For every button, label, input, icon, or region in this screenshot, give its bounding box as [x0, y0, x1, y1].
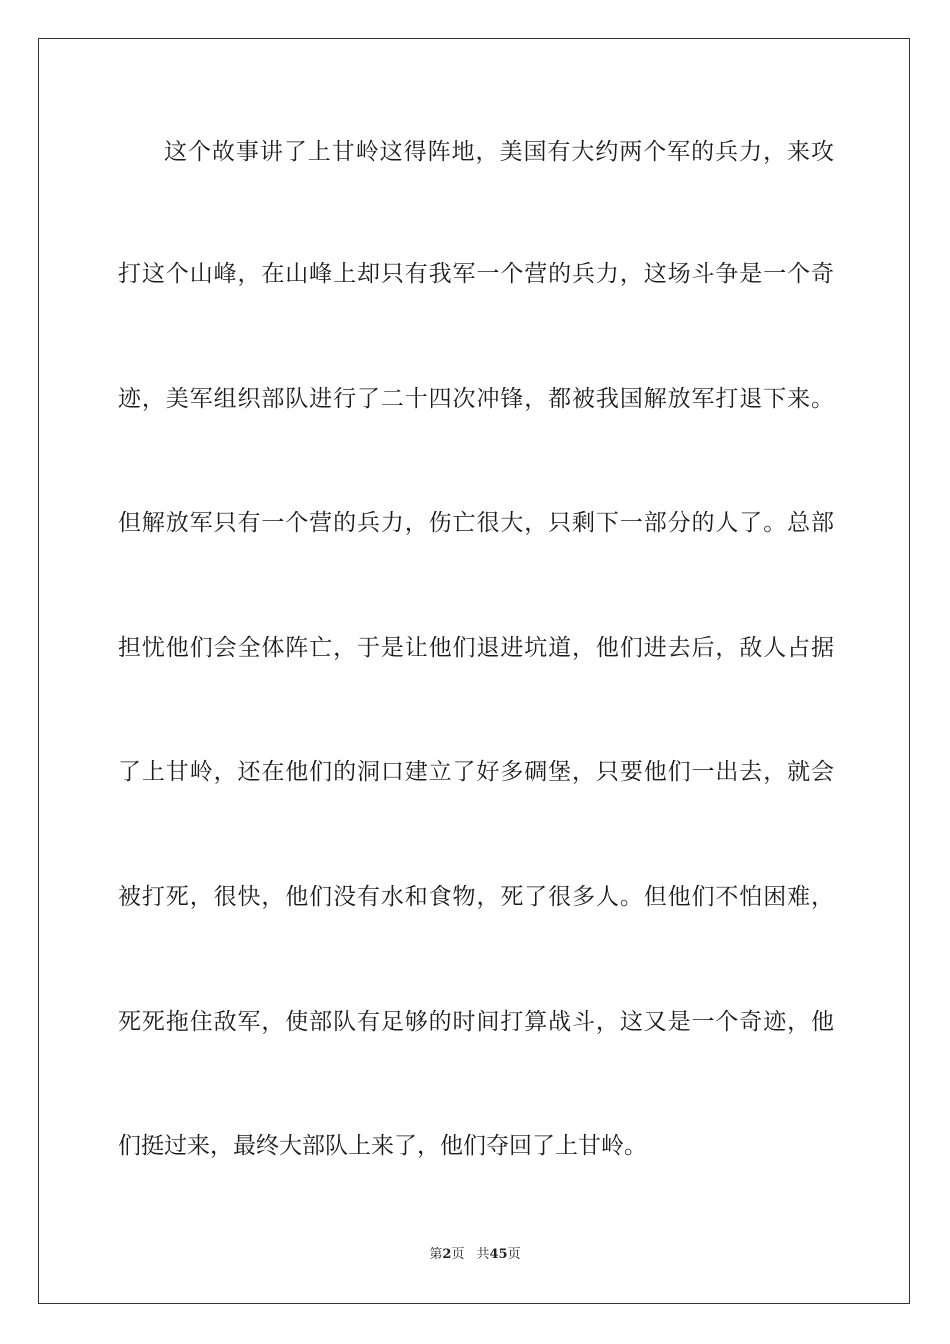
paragraph-line-6: 了上甘岭，还在他们的洞口建立了好多碉堡，只要他们一出去，就会 — [118, 759, 834, 785]
paragraph-line-5: 担忧他们会全体阵亡，于是让他们退进坑道，他们进去后，敌人占据 — [118, 635, 834, 661]
paragraph-line-1: 这个故事讲了上甘岭这得阵地，美国有大约两个军的兵力，来攻 — [164, 139, 834, 165]
paragraph-line-8: 死死拖住敌军，使部队有足够的时间打算战斗，这又是一个奇迹，他 — [118, 1009, 834, 1035]
page-number: 2 — [442, 1247, 452, 1262]
paragraph-line-9: 们挺过来，最终大部队上来了，他们夺回了上甘岭。 — [118, 1133, 647, 1159]
total-prefix: 共 — [476, 1247, 490, 1262]
page-frame — [38, 38, 910, 1304]
paragraph-line-4: 但解放军只有一个营的兵力，伤亡很大，只剩下一部分的人了。总部 — [118, 510, 834, 536]
total-suffix: 页 — [507, 1247, 521, 1262]
page-suffix: 页 — [451, 1247, 465, 1262]
paragraph-line-2: 打这个山峰，在山峰上却只有我军一个营的兵力，这场斗争是一个奇 — [118, 261, 834, 287]
page-prefix: 第 — [429, 1247, 443, 1262]
total-pages: 45 — [489, 1247, 508, 1262]
page-footer — [0, 1246, 950, 1264]
paragraph-line-7: 被打死，很快，他们没有水和食物，死了很多人。但他们不怕困难， — [118, 884, 834, 910]
paragraph-line-3: 迹，美军组织部队进行了二十四次冲锋，都被我国解放军打退下来。 — [118, 386, 834, 412]
